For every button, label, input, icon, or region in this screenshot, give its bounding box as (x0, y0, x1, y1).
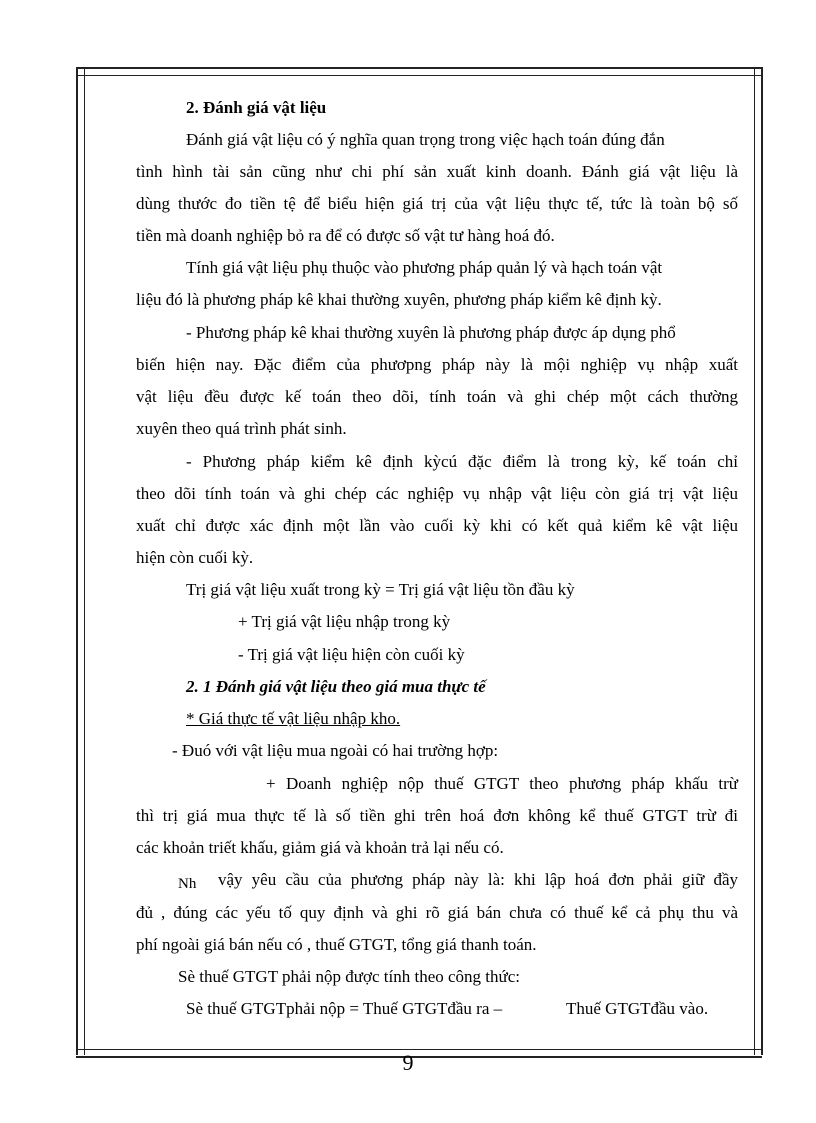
paragraph-line: xuyên theo quá trình phát sinh. (136, 419, 347, 438)
paragraph-line: tình hình tài sản cũng như chi phí sản xuất kinh doanh. Đánh giá vật liệu là (136, 162, 738, 181)
paragraph-line: - Đuó với vật liệu mua ngoài có hai trường hợp: (172, 741, 499, 760)
page-border-left (76, 67, 85, 1055)
paragraph-line: vậy yêu cầu của phương pháp này là: khi lập hoá đơn phải giữ đầy (218, 870, 738, 889)
formula-line: Thuế GTGTđầu vào. (566, 999, 709, 1018)
subsection-heading: 2. 1 Đánh giá vật liệu theo giá mua thực tế (186, 677, 486, 696)
formula-line: + Trị giá vật liệu nhập trong kỳ (238, 612, 451, 631)
paragraph-line: Sè thuế GTGT phải nộp được tính theo công thức: (178, 967, 521, 986)
paragraph-line: phí ngoài giá bán nếu có , thuế GTGT, tổng giá thanh toán. (136, 935, 537, 954)
paragraph-line: tiền mà doanh nghiệp bỏ ra để có được số vật tư hàng hoá đó. (136, 226, 555, 245)
paragraph-line: hiện còn cuối kỳ. (136, 548, 254, 567)
page-border-right (754, 67, 763, 1055)
paragraph-line: + Doanh nghiệp nộp thuế GTGT theo phương pháp khấu trừ (266, 774, 738, 793)
paragraph-line: đủ , đúng các yếu tố quy định và ghi rõ giá bán chưa có thuế kể cả phụ thu và (136, 903, 738, 922)
paragraph-line: biến hiện nay. Đặc điểm của phươpng pháp này là mội nghiệp vụ nhập xuất (136, 355, 738, 374)
formula-line: Trị giá vật liệu xuất trong kỳ = Trị giá vật liệu tồn đầu kỳ (186, 580, 575, 599)
section-heading: 2. Đánh giá vật liệu (186, 98, 327, 117)
formula-line: Sè thuế GTGTphải nộp = Thuế GTGTđầu ra – (186, 999, 503, 1018)
paragraph-line: theo dõi tính toán và ghi chép các nghiệp vụ nhập vật liệu còn giá trị vật liệu (136, 484, 738, 503)
paragraph-fragment: Nh (178, 876, 197, 892)
formula-line: - Trị giá vật liệu hiện còn cuối kỳ (238, 645, 465, 664)
paragraph-line: Đánh giá vật liệu có ý nghĩa quan trọng trong việc hạch toán đúng đắn (186, 130, 665, 149)
paragraph-line: Tính giá vật liệu phụ thuộc vào phương pháp quản lý và hạch toán vật (186, 258, 663, 277)
paragraph-line: - Phương pháp kê khai thường xuyên là phương pháp được áp dụng phổ (186, 323, 676, 342)
paragraph-line: thì trị giá mua thực tế là số tiền ghi trên hoá đơn không kể thuế GTGT trừ đi (136, 806, 738, 825)
paragraph-line: dùng thước đo tiền tệ để biểu hiện giá trị của vật liệu thực tế, tức là toàn bộ số (136, 194, 738, 213)
paragraph-line: các khoản triết khấu, giảm giá và khoản trả lại nếu có. (136, 838, 504, 857)
underlined-subheading: * Giá thực tế vật liệu nhập kho. (186, 709, 401, 728)
paragraph-line: - Phương pháp kiểm kê định kỳcú đặc điểm là trong kỳ, kế toán chỉ (186, 452, 738, 471)
page-number: 9 (402, 1050, 414, 1075)
paragraph-line: vật liệu đều được kế toán theo dõi, tính toán và ghi chép một cách thường (136, 387, 738, 406)
paragraph-line: xuất chỉ được xác định một lần vào cuối kỳ khi có kết quả kiểm kê vật liệu (136, 516, 738, 535)
page-border-top (76, 67, 762, 76)
paragraph-line: liệu đó là phương pháp kê khai thường xuyên, phương pháp kiểm kê định kỳ. (136, 290, 662, 309)
